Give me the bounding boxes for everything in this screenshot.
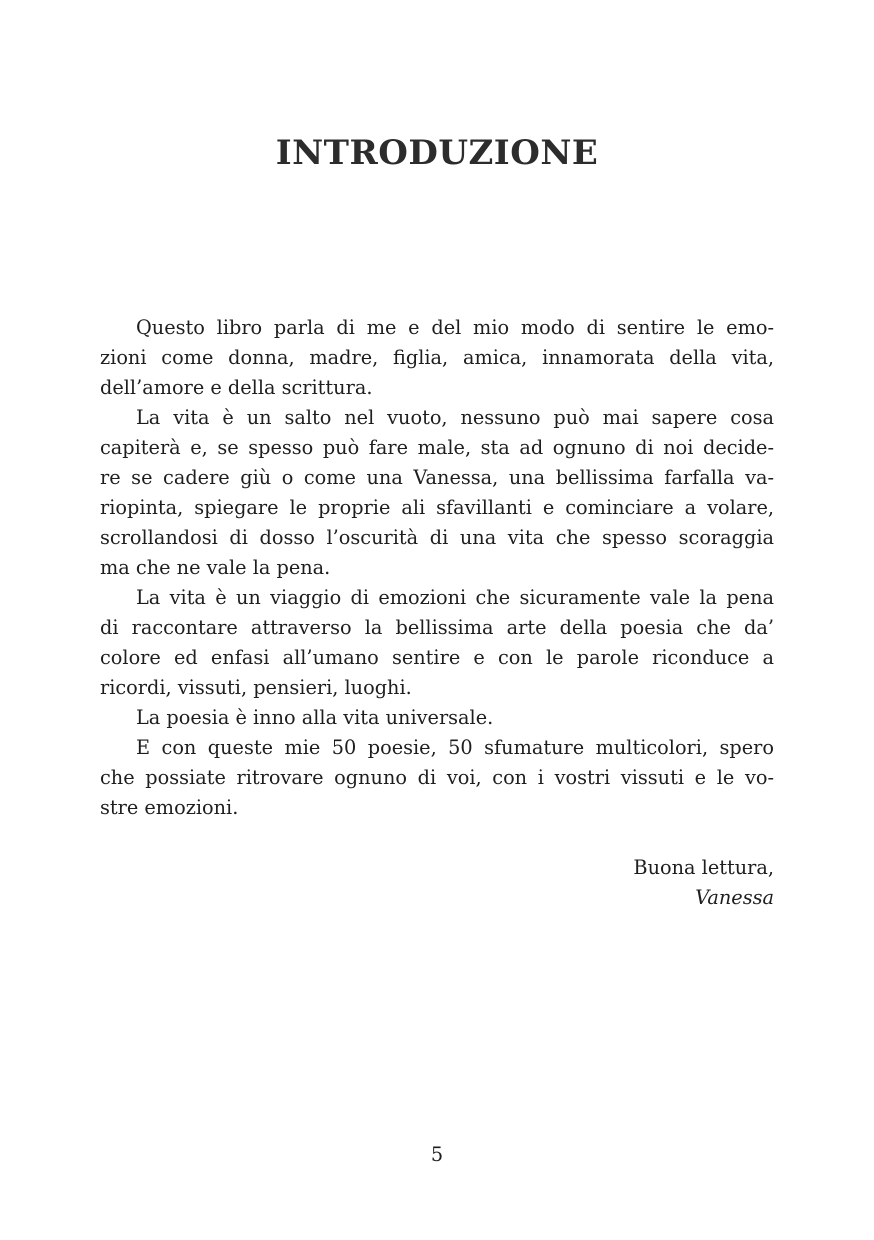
text-line: re se cadere giù o come una Vanessa, una bellissima farfalla va- bbox=[100, 466, 774, 489]
text-line: ricordi, vissuti, pensieri, luoghi. bbox=[100, 676, 412, 699]
text-line: La vita è un viaggio di emozioni che sicuramente vale la pena bbox=[136, 586, 774, 609]
signoff-name: Vanessa bbox=[695, 886, 774, 909]
signoff bbox=[633, 853, 774, 913]
text-line: La poesia è inno alla vita universale. bbox=[136, 706, 494, 729]
text-line: ma che ne vale la pena. bbox=[100, 556, 331, 579]
text-line: zioni come donna, madre, figlia, amica, innamorata della vita, bbox=[100, 346, 774, 369]
signoff-greeting: Buona lettura, bbox=[633, 856, 774, 879]
text-line: che possiate ritrovare ognuno di voi, con i vostri vissuti e le vo- bbox=[100, 766, 774, 789]
text-line: Questo libro parla di me e del mio modo di sentire le emo- bbox=[136, 316, 774, 339]
chapter-title: INTRODUZIONE bbox=[275, 133, 599, 173]
text-line: dell’amore e della scrittura. bbox=[100, 376, 373, 399]
introduction-text bbox=[100, 313, 774, 823]
text-line: E con queste mie 50 poesie, 50 sfumature multicolori, spero bbox=[136, 736, 774, 759]
text-line: riopinta, spiegare le proprie ali sfavillanti e cominciare a volare, bbox=[100, 496, 774, 519]
text-line: colore ed enfasi all’umano sentire e con le parole riconduce a bbox=[100, 646, 774, 669]
text-line: di raccontare attraverso la bellissima arte della poesia che da’ bbox=[100, 616, 774, 639]
text-line: La vita è un salto nel vuoto, nessuno può mai sapere cosa bbox=[136, 406, 774, 429]
page-number: 5 bbox=[430, 1143, 444, 1166]
text-line: scrollandosi di dosso l’oscurità di una vita che spesso scoraggia bbox=[100, 526, 774, 549]
text-line: capiterà e, se spesso può fare male, sta ad ognuno di noi decide- bbox=[100, 436, 774, 459]
text-line: stre emozioni. bbox=[100, 796, 239, 819]
